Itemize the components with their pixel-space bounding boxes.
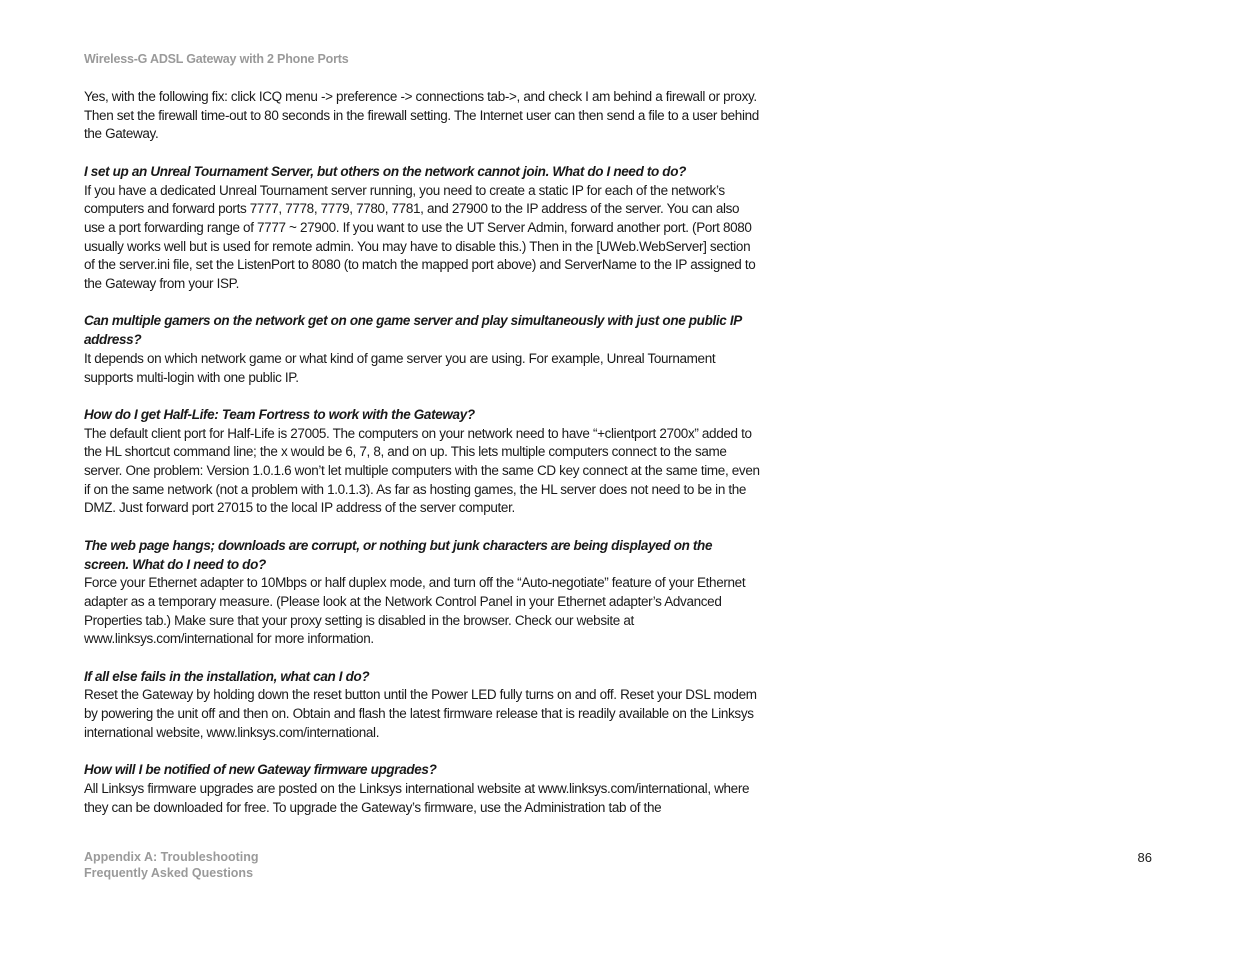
faq-item: [84, 312, 760, 387]
footer-subsection-title: Frequently Asked Questions: [84, 866, 254, 880]
faq-question: How do I get Half-Life: Team Fortress to work with the Gateway?: [84, 406, 475, 422]
page-footer: [84, 849, 259, 881]
faq-answer: The default client port for Half-Life is 27005. The computers on your network need to have “+clientport 2700x” added to the HL shortcut command line; the x would be 6, 7, 8, and on up. This lets multiple computers connect to the same server. One problem: Version 1.0.1.6 won’t let multiple computers with the same CD key connect at the same time, even if on the same network (not a problem with 1.0.1.3). As far as hosting games, the HL server does not need to be in the DMZ. Just forward port 27015 to the local IP address of the server computer.: [84, 425, 760, 516]
faq-question: If all else fails in the installation, what can I do?: [84, 668, 370, 684]
faq-question: The web page hangs; downloads are corrupt, or nothing but junk characters are being displayed on the screen. What do I need to do?: [84, 537, 713, 572]
faq-item: [84, 668, 760, 743]
faq-answer: If you have a dedicated Unreal Tournament server running, you need to create a static IP for each of the network’s computers and forward ports 7777, 7778, 7779, 7780, 7781, and 27900 to the IP address of the server. You can also use a port forwarding range of 7777 ~ 27900. If you want to use the UT Server Admin, forward another port. (Port 8080 usually works well but is used for remote admin. You may have to disable this.) Then in the [UWeb.WebServer] section of the server.ini file, set the ListenPort to 8080 (to match the mapped port above) and ServerName to the IP assigned to the Gateway from your ISP.: [84, 182, 756, 292]
faq-question: I set up an Unreal Tournament Server, but others on the network cannot join. What do I need to do?: [84, 163, 687, 179]
faq-item: [84, 163, 760, 294]
document-body: [84, 88, 760, 836]
footer-section-title: Appendix A: Troubleshooting: [84, 850, 259, 864]
running-header: Wireless-G ADSL Gateway with 2 Phone Ports: [84, 52, 349, 66]
faq-item: [84, 761, 760, 817]
faq-item: [84, 537, 760, 649]
faq-answer: It depends on which network game or what kind of game server you are using. For example, Unreal Tournament supports multi-login with one public IP.: [84, 350, 716, 385]
faq-item: [84, 406, 760, 518]
faq-question: Can multiple gamers on the network get on one game server and play simultaneously with just one public IP address?: [84, 313, 742, 348]
page-number: 86: [1137, 850, 1152, 865]
faq-answer: All Linksys firmware upgrades are posted on the Linksys international website at www.linksys.com/international, where they can be downloaded for free. To upgrade the Gateway’s firmware, use the Administration tab of the: [84, 780, 750, 815]
faq-answer: Force your Ethernet adapter to 10Mbps or half duplex mode, and turn off the “Auto-negotiate” feature of your Ethernet adapter as a temporary measure. (Please look at the Network Control Panel in your Ethernet adapter’s Advanced Properties tab.) Make sure that your proxy setting is disabled in the browser. Check our website at www.linksys.com/international for more information.: [84, 575, 746, 647]
faq-question: How will I be notified of new Gateway firmware upgrades?: [84, 762, 437, 778]
intro-section: [84, 88, 760, 144]
intro-paragraph: Yes, with the following fix: click ICQ menu -> preference -> connections tab->, and check I am behind a firewall or proxy. Then set the firewall time-out to 80 seconds in the firewall setting. The Internet user can then send a file to a user behind the Gateway.: [84, 89, 759, 142]
faq-answer: Reset the Gateway by holding down the reset button until the Power LED fully turns on and off. Reset your DSL modem by powering the unit off and then on. Obtain and flash the latest firmware release that is readily available on the Linksys international website, www.linksys.com/international.: [84, 687, 757, 740]
